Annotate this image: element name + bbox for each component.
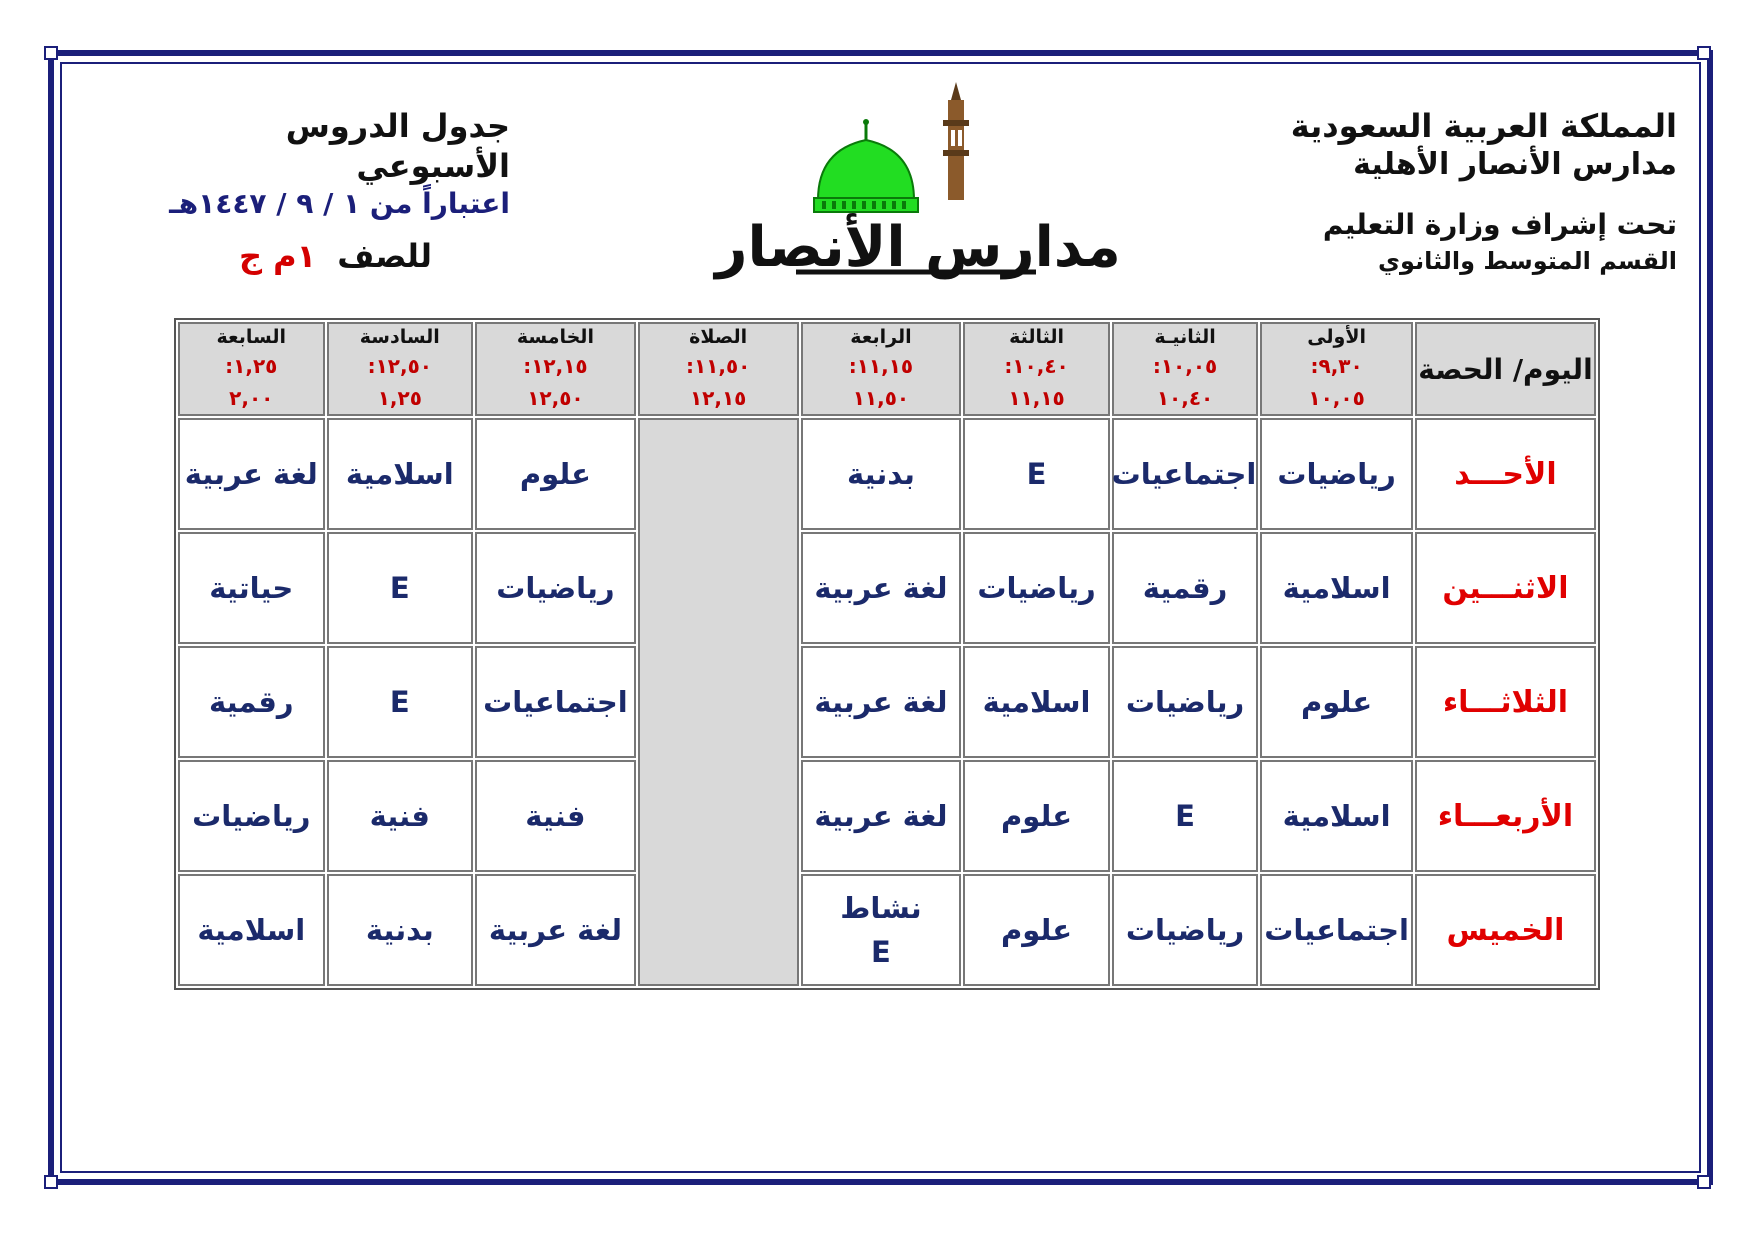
subject-cell: علوم	[1260, 646, 1413, 758]
period-header: الرابعة ١١,١٥: ١١,٥٠	[801, 322, 962, 416]
day-name: الأحـــد	[1415, 418, 1596, 530]
corner-header: اليوم/ الحصة	[1415, 322, 1596, 416]
subject-cell: E	[1112, 760, 1259, 872]
frame-corner	[1697, 1175, 1711, 1189]
subject-cell: اجتماعيات	[475, 646, 636, 758]
period-header: السادسة ١٢,٥٠: ١,٢٥	[327, 322, 474, 416]
period-header: الثالثة ١٠,٤٠: ١١,١٥	[963, 322, 1110, 416]
subject-cell: بدنية	[801, 418, 962, 530]
subject-cell: علوم	[475, 418, 636, 530]
class-line	[150, 236, 510, 276]
subject-cell: فنية	[475, 760, 636, 872]
subject-line: E	[871, 935, 891, 969]
day-name: الخميس	[1415, 874, 1596, 986]
subject-cell: رياضيات	[1112, 646, 1259, 758]
subject-cell-multi	[801, 874, 962, 986]
table-row	[178, 532, 1596, 644]
class-value: ١م ج	[238, 237, 317, 275]
subject-cell: اسلامية	[1260, 532, 1413, 644]
subject-cell: E	[963, 418, 1110, 530]
section-line: القسم المتوسط والثانوي	[1378, 247, 1677, 275]
table-row	[178, 646, 1596, 758]
schedule-table	[174, 318, 1600, 990]
subject-cell: علوم	[963, 874, 1110, 986]
subject-cell: E	[327, 532, 474, 644]
subject-cell: رقمية	[178, 646, 325, 758]
subject-cell: رقمية	[1112, 532, 1259, 644]
prayer-header: الصلاة ١١,٥٠: ١٢,١٥	[638, 322, 799, 416]
subject-line: نشاط	[840, 891, 922, 925]
subject-cell: فنية	[327, 760, 474, 872]
day-name: الثلاثـــاء	[1415, 646, 1596, 758]
subject-cell: لغة عربية	[801, 532, 962, 644]
subject-cell: رياضيات	[963, 532, 1110, 644]
period-header: الخامسة ١٢,١٥: ١٢,٥٠	[475, 322, 636, 416]
frame-corner	[44, 46, 58, 60]
period-header: الأولى ٩,٣٠: ١٠,٠٥	[1260, 322, 1413, 416]
effective-date: اعتباراً من ١ / ٩ / ١٤٤٧هـ	[169, 187, 510, 220]
subject-cell: رياضيات	[475, 532, 636, 644]
period-header: الثانيـة ١٠,٠٥: ١٠,٤٠	[1112, 322, 1259, 416]
subject-cell: لغة عربية	[801, 760, 962, 872]
table-row	[178, 874, 1596, 986]
table-row	[178, 760, 1596, 872]
logo-dome	[818, 140, 914, 200]
prayer-column	[638, 418, 799, 986]
frame-corner	[44, 1175, 58, 1189]
subject-cell: E	[327, 646, 474, 758]
subject-cell: رياضيات	[178, 760, 325, 872]
subject-cell: اجتماعيات	[1260, 874, 1413, 986]
schedule-header	[150, 106, 510, 276]
ministry-line: تحت إشراف وزارة التعليم	[1322, 208, 1677, 241]
frame-corner	[1697, 46, 1711, 60]
subject-cell: لغة عربية	[178, 418, 325, 530]
subject-cell: اسلامية	[1260, 760, 1413, 872]
subject-cell: اسلامية	[178, 874, 325, 986]
school-header	[1117, 106, 1677, 278]
subject-cell: اسلامية	[963, 646, 1110, 758]
period-header: السابعة ١,٢٥: ٢,٠٠	[178, 322, 325, 416]
logo-text: مدارس الأنصار	[715, 215, 1121, 280]
table-header-row	[178, 322, 1596, 416]
subject-cell: اجتماعيات	[1112, 418, 1259, 530]
schedule-title: جدول الدروس الأسبوعي	[285, 107, 510, 185]
subject-cell: بدنية	[327, 874, 474, 986]
subject-cell: لغة عربية	[475, 874, 636, 986]
school-name: مدارس الأنصار الأهلية	[1353, 147, 1677, 182]
subject-cell: حياتية	[178, 532, 325, 644]
subject-cell: رياضيات	[1112, 874, 1259, 986]
country-name: المملكة العربية السعودية	[1290, 107, 1677, 145]
school-logo	[715, 80, 1121, 280]
table-row	[178, 418, 1596, 530]
day-name: الأربعـــاء	[1415, 760, 1596, 872]
subject-cell: رياضيات	[1260, 418, 1413, 530]
subject-cell: لغة عربية	[801, 646, 962, 758]
day-name: الاثنـــين	[1415, 532, 1596, 644]
subject-cell: اسلامية	[327, 418, 474, 530]
class-label: للصف	[337, 237, 432, 275]
subject-cell: علوم	[963, 760, 1110, 872]
